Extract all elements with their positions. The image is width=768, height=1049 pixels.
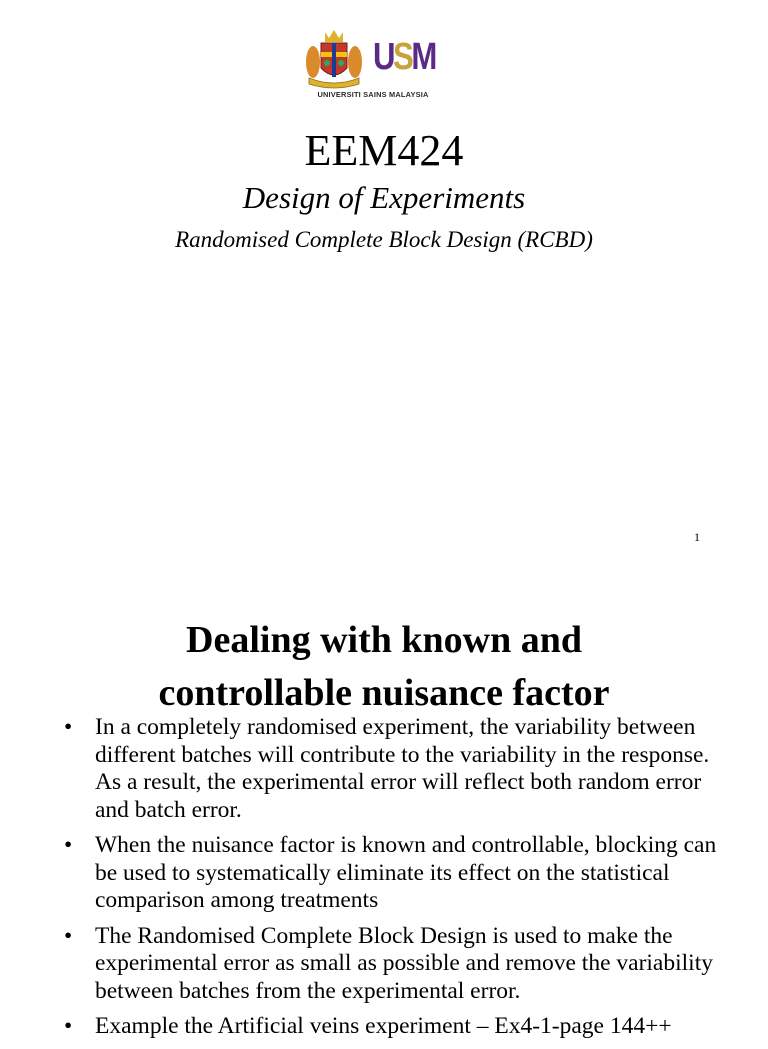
bullet-item [62,714,730,824]
bullet-text: The Randomised Complete Block Design is used to make the experimental error as small as possible and remove the variability between batches from the experimental error. [95,922,713,1004]
bullet-text: Example the Artificial veins experiment – Ex4-1-page 144++ [95,1013,672,1039]
bullet-dot-icon: • [64,714,73,740]
course-subtitle: Randomised Complete Block Design (RCBD) [175,227,593,252]
course-title: Design of Experiments [242,180,526,215]
slide-heading-line-1: Dealing with known and [186,619,582,661]
bullet-dot-icon: • [64,922,73,949]
content-slide [0,570,768,1039]
crest-icon [305,28,363,90]
bullet-text: In a completely randomised experiment, the variability between different batches will contribute to the variability in the response. As a result, the experimental error will reflect both random error and batch error. [95,714,710,823]
bullet-dot-icon: • [64,1013,73,1039]
usm-wordmark: USM [373,36,435,78]
course-code: EEM424 [304,126,464,175]
university-logo [305,28,441,104]
slide-heading-line-2: controllable nuisance factor [158,672,610,714]
bullet-text: When the nuisance factor is known and controllable, blocking can be used to systematically eliminate its effect on the statistical comparison among treatments [95,832,717,913]
bullet-dot-icon: • [64,832,73,858]
bullet-item [62,1013,730,1041]
university-name: UNIVERSITI SAINS MALAYSIA [317,90,429,99]
slide-heading [0,614,768,720]
bullet-item [62,923,730,1006]
bullet-list [62,714,730,1049]
bullet-item [62,832,730,915]
page-number: 1 [694,530,700,544]
